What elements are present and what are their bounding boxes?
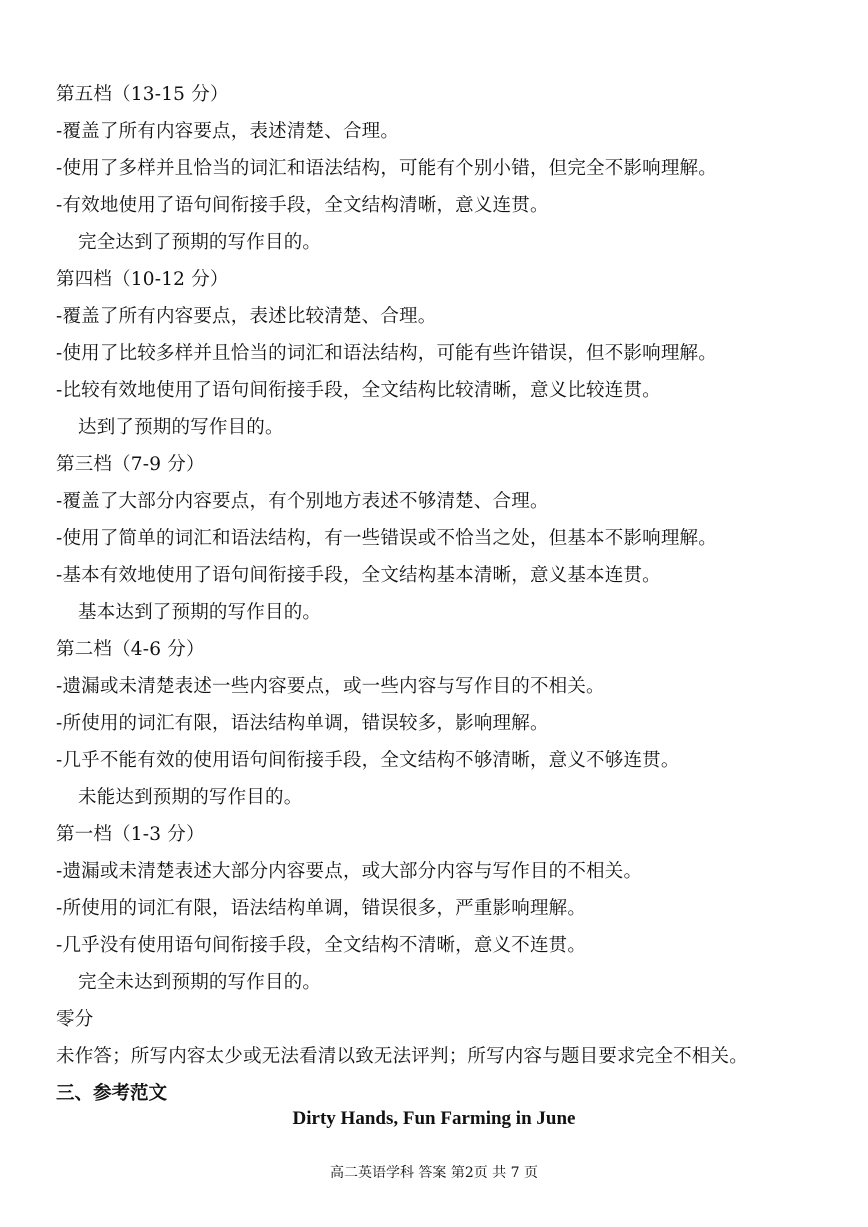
criterion: -使用了比较多样并且恰当的词汇和语法结构，可能有些许错误，但不影响理解。 — [56, 343, 717, 364]
criterion: -遗漏或未清楚表述大部分内容要点，或大部分内容与写作目的不相关。 — [56, 861, 643, 882]
criterion: -几乎没有使用语句间衔接手段，全文结构不清晰，意义不连贯。 — [56, 935, 587, 956]
criterion: -所使用的词汇有限，语法结构单调，错误很多，严重影响理解。 — [56, 898, 587, 919]
criterion: 未作答；所写内容太少或无法看清以致无法评判；所写内容与题目要求完全不相关。 — [56, 1046, 748, 1067]
tier-heading: 第五档（13-15 分） — [56, 84, 229, 105]
tier-5 — [56, 82, 846, 267]
criterion: -所使用的词汇有限，语法结构单调，错误较多，影响理解。 — [56, 713, 549, 734]
criterion: -覆盖了所有内容要点，表述比较清楚、合理。 — [56, 306, 437, 327]
criterion: -遗漏或未清楚表述一些内容要点，或一些内容与写作目的不相关。 — [56, 676, 605, 697]
tier-zero — [56, 1007, 846, 1081]
tier-3 — [56, 452, 846, 637]
tier-1 — [56, 822, 846, 1007]
tier-2 — [56, 637, 846, 822]
section-heading: 三、参考范文 — [56, 1083, 168, 1104]
criterion: -比较有效地使用了语句间衔接手段，全文结构比较清晰，意义比较连贯。 — [56, 380, 661, 401]
tier-heading: 第三档（7-9 分） — [56, 454, 205, 475]
tier-heading: 零分 — [56, 1009, 94, 1030]
tier-4 — [56, 267, 846, 452]
tier-summary: 完全达到了预期的写作目的。 — [78, 232, 322, 253]
tier-summary: 达到了预期的写作目的。 — [78, 417, 284, 438]
tier-heading: 第一档（1-3 分） — [56, 824, 205, 845]
essay-title: Dirty Hands, Fun Farming in June — [292, 1108, 576, 1129]
criterion: -几乎不能有效的使用语句间衔接手段，全文结构不够清晰，意义不够连贯。 — [56, 750, 680, 771]
tier-summary: 基本达到了预期的写作目的。 — [78, 602, 322, 623]
criterion: -覆盖了所有内容要点，表述清楚、合理。 — [56, 121, 400, 142]
tier-heading: 第二档（4-6 分） — [56, 639, 205, 660]
criterion: -覆盖了大部分内容要点，有个别地方表述不够清楚、合理。 — [56, 491, 549, 512]
tier-summary: 未能达到预期的写作目的。 — [78, 787, 303, 808]
tier-heading: 第四档（10-12 分） — [56, 269, 229, 290]
criterion: -有效地使用了语句间衔接手段，全文结构清晰，意义连贯。 — [56, 195, 549, 216]
page-footer: 高二英语学科 答案 第2页 共 7 页 — [329, 1165, 539, 1181]
criterion: -使用了简单的词汇和语法结构，有一些错误或不恰当之处，但基本不影响理解。 — [56, 528, 717, 549]
scoring-rubric — [56, 82, 846, 1127]
tier-summary: 完全未达到预期的写作目的。 — [78, 972, 322, 993]
criterion: -基本有效地使用了语句间衔接手段，全文结构基本清晰，意义基本连贯。 — [56, 565, 661, 586]
criterion: -使用了多样并且恰当的词汇和语法结构，可能有个别小错，但完全不影响理解。 — [56, 158, 717, 179]
